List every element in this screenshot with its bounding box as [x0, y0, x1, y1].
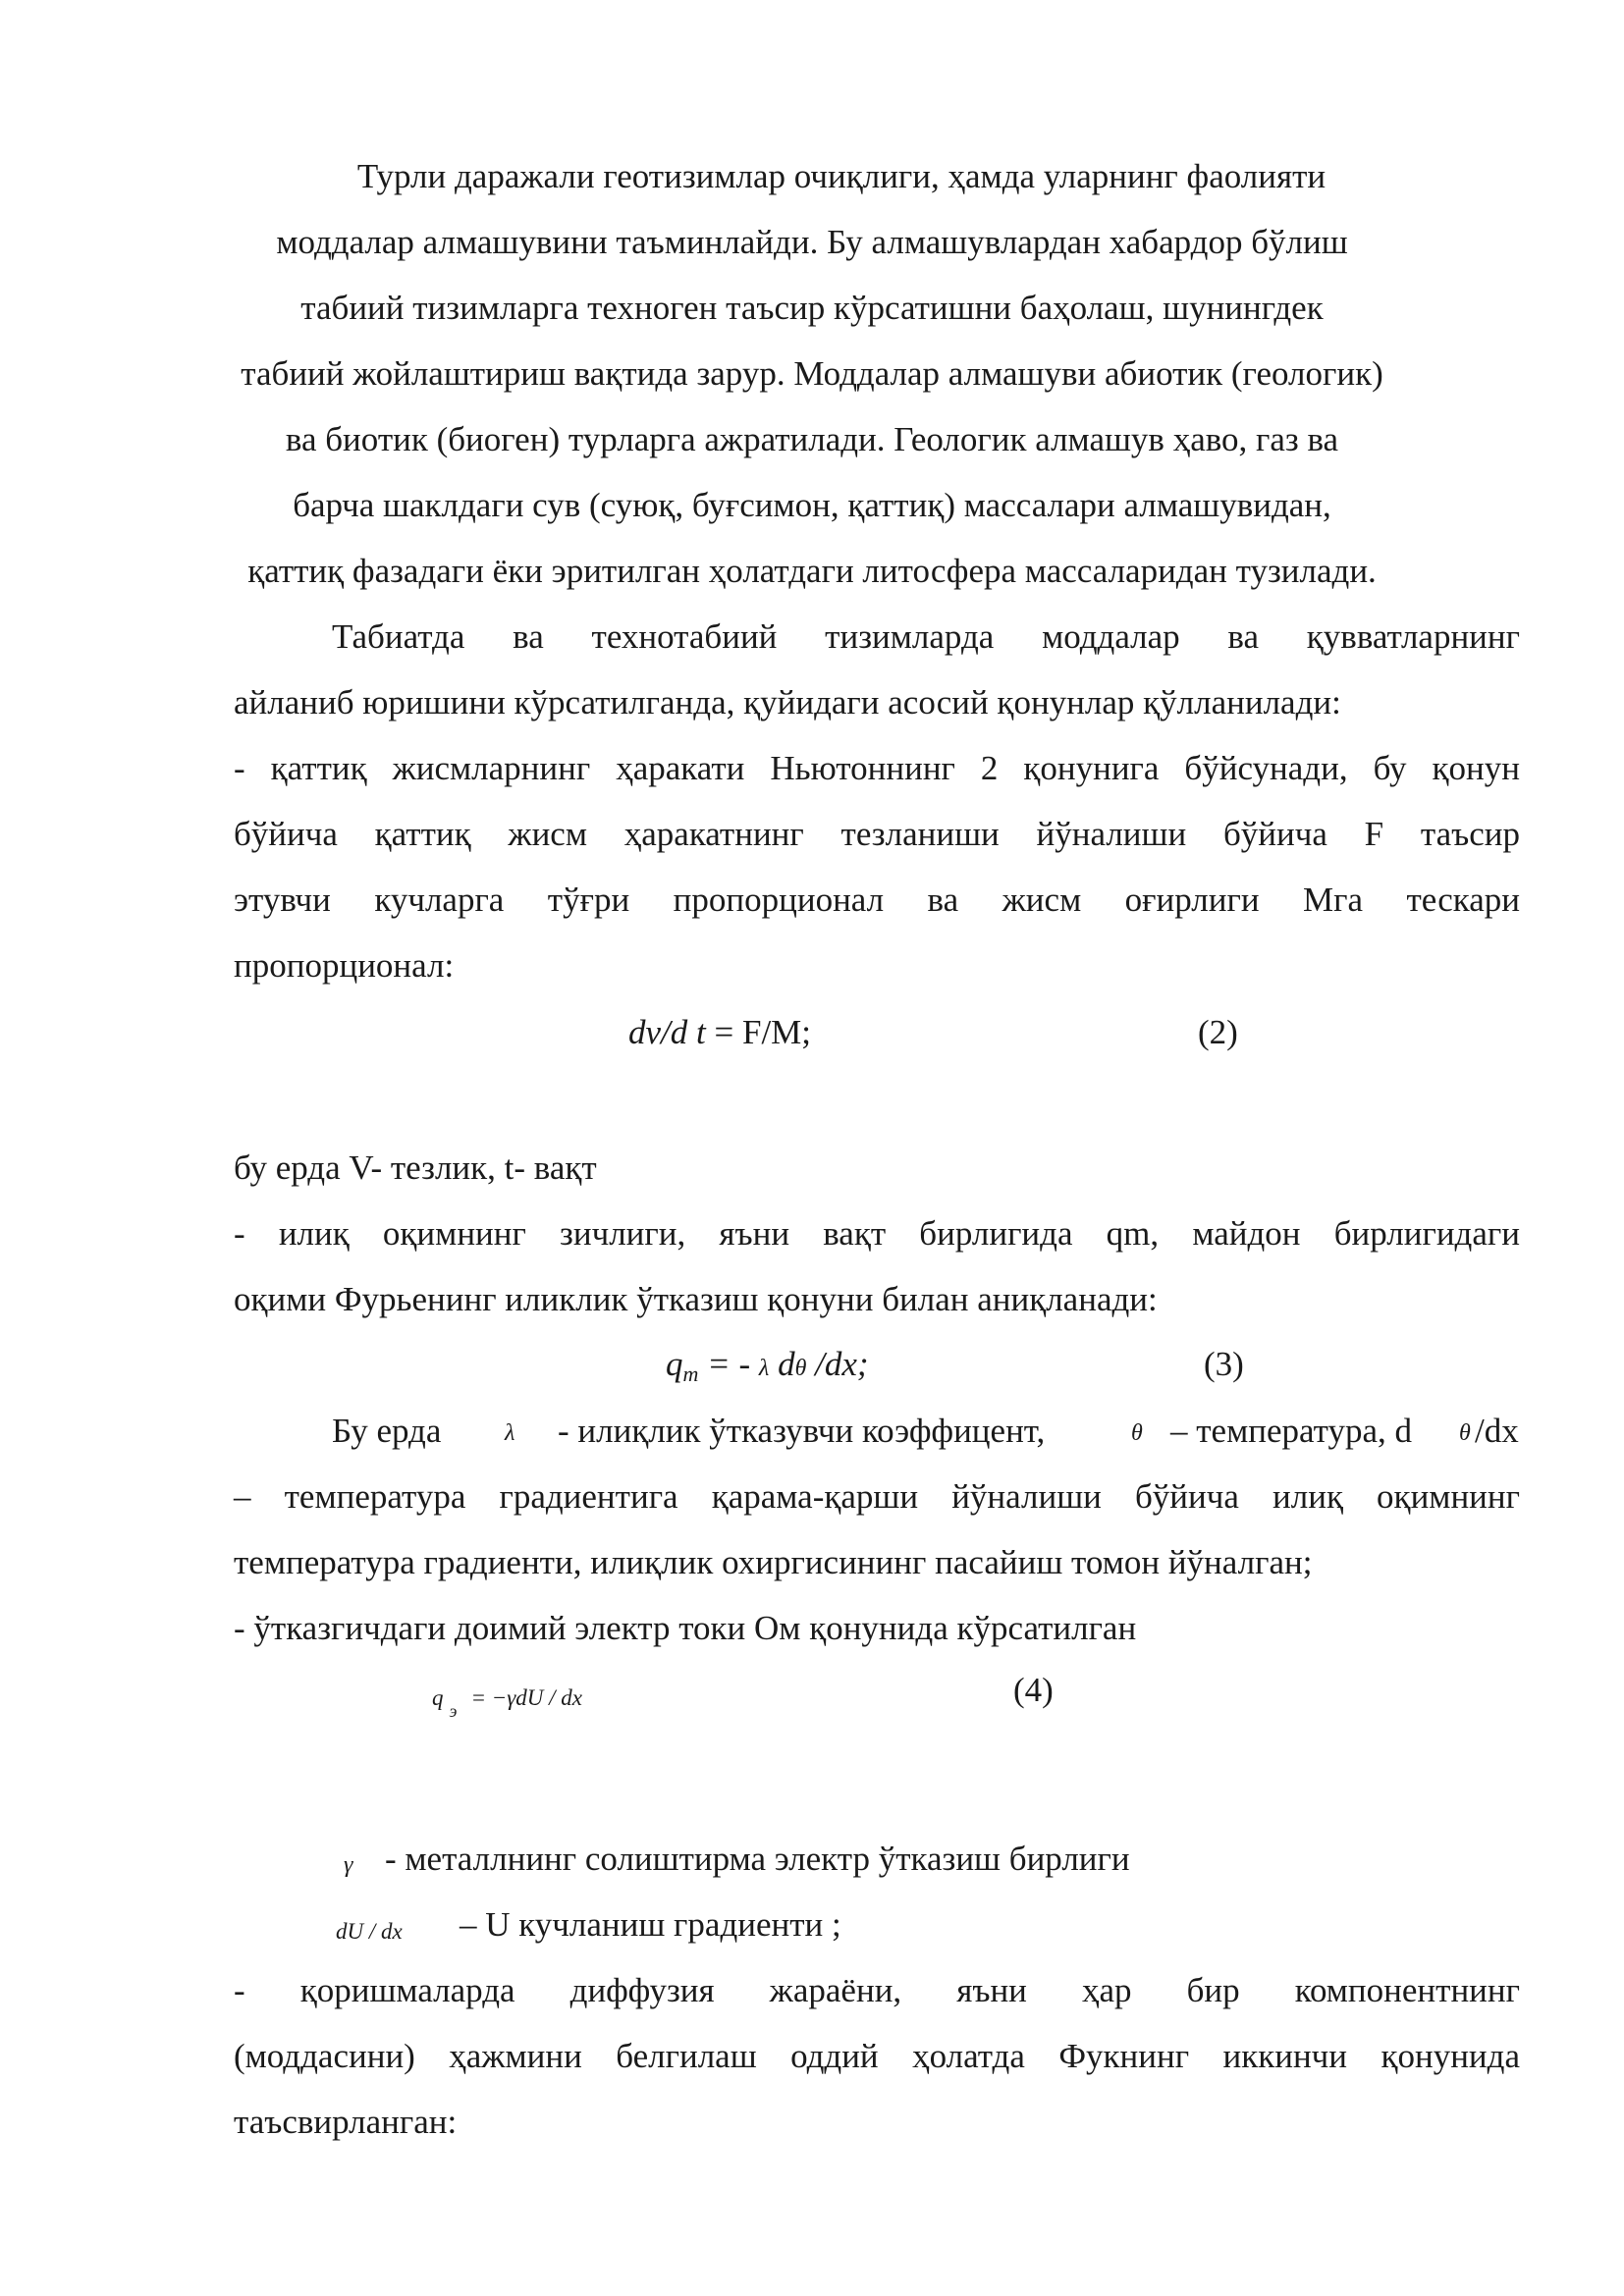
text-line: - илиқ оқимнинг зичлиги, яъни вақт бирлигида qm, майдон бирлигидаги — [234, 1214, 1520, 1253]
text-line: Турли даражали геотизимлар очиқлиги, ҳамда уларнинг фаолияти — [356, 157, 1326, 195]
formula-3-tail: /dx; — [806, 1345, 869, 1383]
theta-symbol: θ — [794, 1356, 807, 1381]
formula-3 — [666, 1343, 869, 1396]
text-line: оқими Фурьенинг иликлик ўтказиш қонуни билан аниқланади: — [234, 1280, 1158, 1318]
formula-4-rest: = −γdU / dx — [470, 1685, 582, 1710]
text-line: табиий тизимларга техноген таъсир кўрсатишни баҳолаш, шунингдек — [300, 289, 1324, 327]
theta-symbol: θ — [1131, 1420, 1143, 1446]
text-line: - қаттиқ жисмларнинг ҳаракати Ньютоннинг 2 қонунига бўйсунади, бу қонун — [234, 749, 1520, 787]
formula-3-d: d — [769, 1345, 795, 1383]
text-line: - ўтказгичдаги доимий электр токи Ом қонунида кўрсатилган — [234, 1609, 1137, 1647]
theta-symbol: θ — [1459, 1420, 1471, 1446]
formula-2-rhs: = F/M; — [705, 1013, 812, 1051]
text-line: табиий жойлаштириш вақтида зарур. Моддалар алмашуви абиотик (геологик) — [241, 354, 1383, 393]
text-line: барча шаклдаги сув (суюқ, буғсимон, қаттиқ) массалари алмашувидан, — [293, 486, 1331, 524]
text-line: ва биотик (биоген) турларга ажратилади. Геологик алмашув ҳаво, газ ва — [285, 420, 1339, 458]
formula-2-lhs: dv/d t — [628, 1013, 706, 1051]
formula-2 — [628, 1011, 811, 1054]
text-line: этувчи кучларга тўғри пропорционал ва жисм оғирлиги Мга тескари — [234, 881, 1520, 919]
text-line: Табиатда ва технотабиий тизимларда моддалар ва қувватларнинг — [332, 617, 1520, 656]
text-line: – U кучланиш градиенти ; — [460, 1905, 841, 1944]
text-line: таъсвирланган: — [234, 2103, 458, 2141]
text-line: моддалар алмашувини таъминлайди. Бу алмашувлардан хабардор бўлиш — [276, 223, 1348, 261]
formula-3-sub: m — [682, 1362, 699, 1386]
text-line: бу ерда V- тезлик, t- вақт — [234, 1148, 597, 1187]
text-line: айланиб юришини кўрсатилганда, қуйидаги асосий қонунлар қўлланилади: — [234, 683, 1341, 721]
text-line: бўйича қаттиқ жисм ҳаракатнинг тезланиши йўналиши бўйича F таъсир — [234, 815, 1520, 853]
formula-3-number: (3) — [1204, 1345, 1244, 1383]
where3-part2: - илиқлик ўтказувчи коэффицент, — [558, 1412, 1046, 1450]
text-line: қаттиқ фазадаги ёки эритилган ҳолатдаги литосфера массаларидан тузилади. — [247, 552, 1377, 590]
du-dx-symbol: dU / dx — [336, 1919, 403, 1944]
text-line: - қоришмаларда диффузия жараёни, яъни ҳар бир компонентнинг — [234, 1971, 1520, 2009]
where3-part4: /dx — [1475, 1412, 1519, 1450]
formula-2-number: (2) — [1198, 1013, 1238, 1051]
formula-3-q: q — [666, 1345, 683, 1383]
formula-4-number: (4) — [1013, 1671, 1054, 1709]
text-line: пропорционал: — [234, 946, 455, 985]
text-line: (моддасини) ҳажмини белгилаш оддий ҳолатда Фукнинг иккинчи қонунида — [234, 2037, 1520, 2075]
formula-4-sub: э — [449, 1701, 458, 1721]
text-line: – температура градиентига қарама-қарши йўналиши бўйича илиқ оқимнинг — [234, 1477, 1520, 1516]
where3-part3: – температура, d — [1170, 1412, 1412, 1450]
formula-3-eq: = - — [698, 1345, 759, 1383]
text-line: температура градиенти, илиқлик охиргисининг пасайиш томон йўналган; — [234, 1543, 1313, 1581]
formula-4 — [432, 1677, 582, 1733]
text-line: - металлнинг солиштирма электр ўтказиш бирлиги — [385, 1840, 1130, 1878]
where3-part1: Бу ерда — [332, 1412, 442, 1450]
gamma-symbol: γ — [344, 1852, 353, 1878]
formula-4-q: q — [432, 1685, 444, 1710]
lambda-symbol: λ — [505, 1420, 515, 1446]
lambda-symbol: λ — [758, 1356, 770, 1381]
